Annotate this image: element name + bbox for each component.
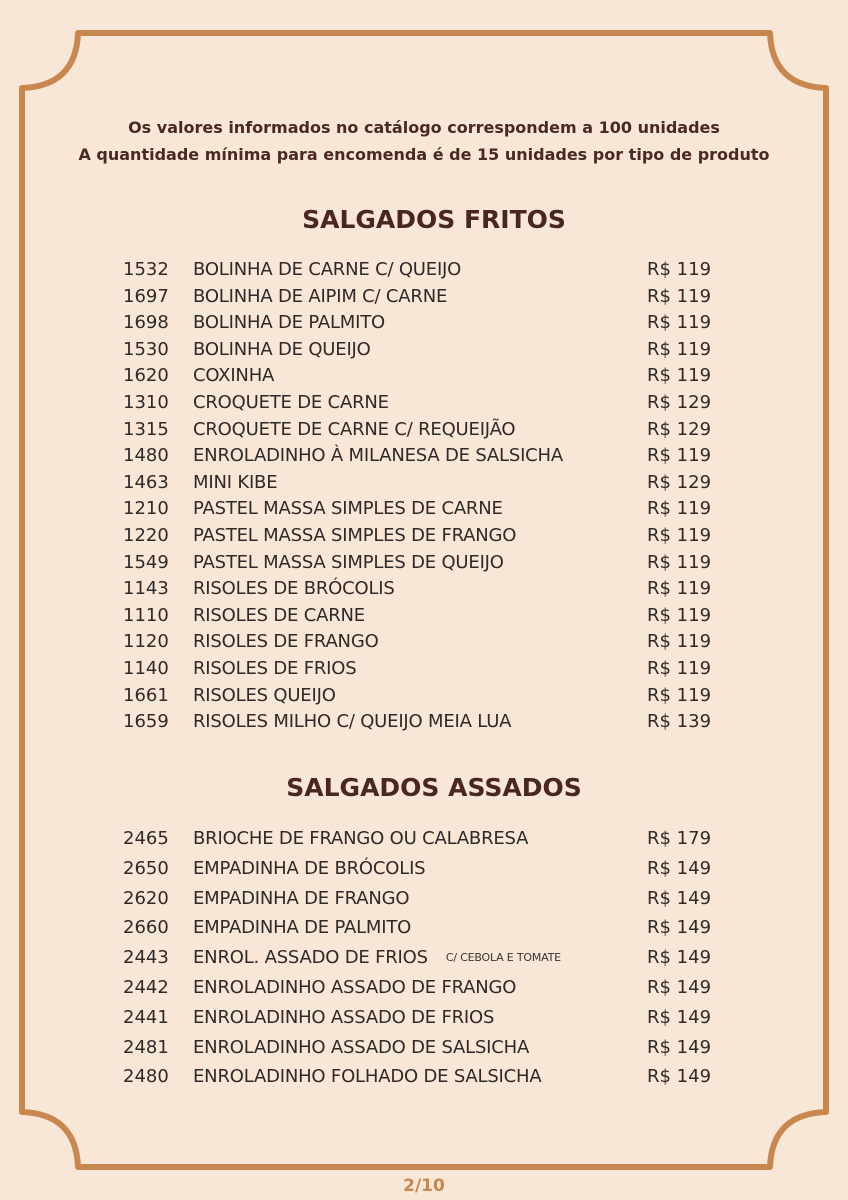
product-code: 1480 (123, 445, 169, 467)
product-name-text: ENROLADINHO ASSADO DE SALSICHA (193, 1036, 530, 1058)
product-price: R$ 119 (647, 259, 712, 280)
product-price: R$ 119 (647, 604, 712, 626)
product-name (193, 1037, 529, 1058)
product-code: 1220 (123, 525, 169, 546)
product-price: R$ 139 (647, 711, 712, 733)
product-note: C/ CEBOLA E TOMATE (445, 951, 561, 965)
product-name-text: BOLINHA DE AIPIM C/ CARNE (193, 285, 448, 307)
product-name-text: BOLINHA DE PALMITO (193, 312, 385, 334)
product-price: R$ 149 (647, 1036, 712, 1058)
product-name (193, 312, 385, 333)
product-name (193, 259, 461, 280)
product-code: 1210 (123, 498, 169, 520)
product-name-text: BRIOCHE DE FRANGO OU CALABRESA (193, 828, 529, 849)
product-name-text: RISOLES MILHO C/ QUEIJO MEIA LUA (193, 711, 512, 733)
product-name-text: PASTEL MASSA SIMPLES DE CARNE (193, 498, 503, 520)
product-name (193, 392, 389, 413)
product-name-text: EMPADINHA DE BRÓCOLIS (193, 857, 426, 879)
product-code: 1463 (123, 471, 169, 493)
product-code: 1698 (123, 312, 169, 334)
product-price: R$ 119 (647, 631, 712, 653)
section-title-fritos: SALGADOS FRITOS (302, 205, 566, 234)
product-price: R$ 119 (647, 578, 712, 600)
product-name (193, 605, 365, 626)
product-row (0, 498, 848, 524)
product-price: R$ 149 (647, 857, 712, 879)
product-name-text: ENROL. ASSADO DE FRIOS (193, 947, 428, 969)
product-code: 1620 (123, 365, 169, 387)
product-code: 1530 (123, 338, 169, 360)
product-price: R$ 119 (647, 338, 712, 360)
product-name (193, 658, 356, 679)
product-price: R$ 149 (647, 1006, 712, 1028)
product-code: 2620 (123, 887, 169, 909)
product-row (0, 947, 848, 973)
product-price: R$ 179 (647, 828, 712, 849)
product-name (193, 947, 561, 968)
product-row (0, 888, 848, 914)
product-code: 2442 (123, 977, 169, 998)
product-name (193, 286, 447, 307)
product-row (0, 917, 848, 943)
product-row (0, 1066, 848, 1092)
product-name (193, 365, 274, 386)
product-code: 1661 (123, 684, 169, 706)
product-price: R$ 119 (647, 312, 712, 334)
product-price: R$ 129 (647, 418, 712, 440)
product-code: 2441 (123, 1006, 169, 1028)
product-price: R$ 129 (647, 392, 712, 413)
product-name-text: MINI KIBE (193, 471, 278, 493)
section-title-assados: SALGADOS ASSADOS (286, 773, 582, 802)
product-name (193, 1066, 541, 1087)
product-row (0, 1007, 848, 1033)
product-name-text: CROQUETE DE CARNE (193, 392, 389, 413)
product-name-text: BOLINHA DE CARNE C/ QUEIJO (193, 259, 462, 280)
product-price: R$ 149 (647, 977, 712, 998)
product-name (193, 552, 504, 573)
product-name (193, 631, 379, 652)
product-name-text: ENROLADINHO FOLHADO DE SALSICHA (193, 1066, 542, 1088)
product-price: R$ 119 (647, 498, 712, 520)
notice-line-2: A quantidade mínima para encomenda é de 15 unidades por tipo de produto (78, 145, 770, 164)
product-row (0, 828, 848, 854)
product-name (193, 498, 503, 519)
product-row (0, 631, 848, 657)
product-row (0, 711, 848, 737)
product-code: 1140 (123, 658, 169, 679)
product-code: 1315 (123, 418, 169, 440)
product-price: R$ 119 (647, 658, 712, 679)
product-name (193, 1007, 494, 1028)
product-name-text: BOLINHA DE QUEIJO (193, 338, 371, 360)
product-name (193, 578, 395, 599)
product-name (193, 339, 371, 360)
product-name-text: RISOLES DE BRÓCOLIS (193, 578, 395, 600)
product-row (0, 685, 848, 711)
product-row (0, 392, 848, 418)
product-name-text: EMPADINHA DE PALMITO (193, 917, 412, 939)
product-code: 2465 (123, 828, 169, 849)
product-name-text: RISOLES QUEIJO (193, 684, 336, 706)
product-name (193, 525, 516, 546)
product-row (0, 472, 848, 498)
product-code: 1120 (123, 631, 169, 653)
product-price: R$ 119 (647, 285, 712, 307)
product-code: 2650 (123, 857, 169, 879)
order-notice (0, 114, 848, 168)
product-row (0, 977, 848, 1003)
product-row (0, 578, 848, 604)
product-price: R$ 119 (647, 365, 712, 387)
notice-line-1: Os valores informados no catálogo correspondem a 100 unidades (128, 118, 720, 137)
product-row (0, 365, 848, 391)
product-price: R$ 149 (647, 947, 712, 969)
product-code: 2481 (123, 1036, 169, 1058)
product-name (193, 445, 563, 466)
product-name (193, 685, 336, 706)
product-name-text: ENROLADINHO À MILANESA DE SALSICHA (193, 445, 563, 467)
product-price: R$ 149 (647, 1066, 712, 1088)
product-row (0, 658, 848, 684)
product-price: R$ 119 (647, 445, 712, 467)
product-name (193, 828, 528, 849)
product-row (0, 525, 848, 551)
product-name (193, 917, 411, 938)
product-name-text: RISOLES DE FRANGO (193, 631, 379, 653)
product-name-text: PASTEL MASSA SIMPLES DE FRANGO (193, 525, 517, 546)
page-number: 2/10 (403, 1176, 445, 1196)
product-row (0, 259, 848, 285)
product-row (0, 1037, 848, 1063)
product-code: 1697 (123, 285, 169, 307)
product-name (193, 977, 516, 998)
product-code: 1143 (123, 578, 169, 600)
product-name-text: ENROLADINHO ASSADO DE FRIOS (193, 1006, 495, 1028)
product-name (193, 888, 409, 909)
product-code: 2443 (123, 947, 169, 969)
product-price: R$ 129 (647, 471, 712, 493)
product-price: R$ 119 (647, 551, 712, 573)
product-name-text: ENROLADINHO ASSADO DE FRANGO (193, 977, 517, 998)
product-code: 1110 (123, 604, 169, 626)
product-price: R$ 119 (647, 684, 712, 706)
product-row (0, 552, 848, 578)
product-name-text: RISOLES DE CARNE (193, 604, 365, 626)
product-row (0, 858, 848, 884)
product-name (193, 858, 425, 879)
product-price: R$ 149 (647, 917, 712, 939)
product-name-text: CROQUETE DE CARNE C/ REQUEIJÃO (193, 418, 516, 440)
product-code: 2480 (123, 1066, 169, 1088)
product-name (193, 711, 511, 732)
product-row (0, 312, 848, 338)
product-name (193, 419, 515, 440)
product-code: 1659 (123, 711, 169, 733)
product-code: 2660 (123, 917, 169, 939)
product-price: R$ 119 (647, 525, 712, 546)
product-row (0, 286, 848, 312)
product-row (0, 445, 848, 471)
product-code: 1532 (123, 259, 169, 280)
product-code: 1549 (123, 551, 169, 573)
product-row (0, 605, 848, 631)
product-price: R$ 149 (647, 887, 712, 909)
product-name-text: RISOLES DE FRIOS (193, 658, 357, 679)
product-row (0, 339, 848, 365)
product-name-text: PASTEL MASSA SIMPLES DE QUEIJO (193, 551, 504, 573)
product-code: 1310 (123, 392, 169, 413)
product-row (0, 419, 848, 445)
product-name-text: COXINHA (193, 365, 275, 387)
product-name (193, 472, 277, 493)
product-name-text: EMPADINHA DE FRANGO (193, 887, 410, 909)
